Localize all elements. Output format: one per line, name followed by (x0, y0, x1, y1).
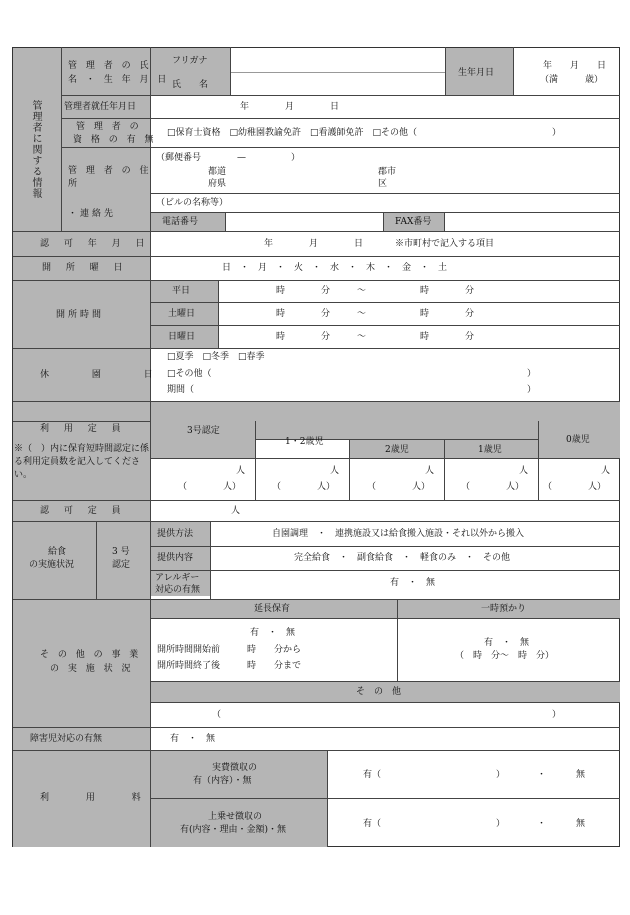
hours-value-sunday[interactable]: 時 分 ～ 時 分 (276, 332, 475, 342)
other-services-label-2: の 実 施 状 況 (50, 664, 134, 674)
line (13, 599, 620, 600)
line (150, 618, 620, 619)
fees-actual-1: 実費徴収の (212, 763, 258, 773)
capacity-short-age1[interactable]: （ 人） (461, 482, 525, 492)
line (61, 95, 620, 96)
dob-label: 生年月日 (458, 68, 495, 78)
capacity-unit-age1[interactable]: 人 (519, 466, 529, 476)
fees-actual-2: 有（内容）・無 (193, 776, 252, 786)
capacity-label: 利 用 定 員 (40, 424, 127, 434)
capacity-age1: 1歳児 (478, 445, 502, 455)
line (13, 348, 620, 349)
hours-day-saturday: 土曜日 (168, 309, 196, 319)
capacity-age0: 0歳児 (566, 435, 590, 445)
since-value[interactable]: 年 月 日 (240, 102, 340, 112)
fax-field[interactable] (447, 214, 617, 229)
line (225, 212, 226, 231)
address-label-1: 管 理 者 の 住 (68, 166, 152, 176)
city-1: 郡市 (378, 167, 397, 177)
fees-actual-close: ） (496, 770, 506, 780)
capacity-no3: 3号認定 (187, 426, 220, 436)
disability-value[interactable]: 有 ・ 無 (170, 734, 216, 744)
bottom-labels-bg (13, 727, 150, 847)
line (538, 421, 539, 500)
approval-note: ※市町村で記入する項目 (395, 239, 495, 249)
phone-label: 電話番号 (162, 217, 199, 227)
name-dob-label-1: 管 理 者 の 氏 (68, 61, 152, 71)
line (13, 231, 620, 232)
line (61, 47, 62, 231)
extended-care-label: 延長保育 (254, 604, 291, 614)
holiday-other[interactable]: □その他（ (167, 369, 212, 379)
dob-value[interactable]: 年 月 日 (543, 61, 607, 71)
line (150, 458, 620, 459)
pref-1: 都道 (208, 167, 227, 177)
holiday-seasons[interactable]: □夏季 □冬季 □春季 (167, 352, 265, 362)
line (150, 325, 620, 326)
name-dob-label-2: 名 ・ 生 年 月 日 (68, 75, 170, 85)
fees-actual-dot: ・ (537, 770, 547, 780)
furigana-label: フリガナ (172, 56, 208, 66)
line (327, 750, 328, 847)
others-open: （ (212, 710, 222, 720)
fax-label: FAX番号 (395, 217, 432, 227)
line (150, 570, 620, 571)
manager-section-label: 管理者に関する情報 (30, 100, 41, 199)
line (444, 439, 445, 500)
fees-extra-dot: ・ (537, 819, 547, 829)
holiday-period[interactable]: 期間（ (167, 385, 195, 395)
furigana-field[interactable] (231, 52, 443, 71)
line (150, 193, 620, 194)
fees-extra-close: ） (496, 819, 506, 829)
meals-content-value[interactable]: 完全給食 ・ 副食給食 ・ 軽食のみ ・ その他 (294, 553, 511, 563)
line (150, 702, 620, 703)
city-2: 区 (378, 179, 388, 189)
extended-after[interactable]: 開所時間終了後 時 分まで (157, 661, 302, 671)
meals-allergy-label-2: 対応の有無 (155, 585, 201, 595)
line (230, 72, 445, 73)
fees-label: 利 用 料 (40, 793, 158, 803)
line (444, 212, 445, 231)
meals-allergy-label-1: アレルギー (155, 573, 200, 583)
phone-field[interactable] (228, 214, 378, 229)
others-field[interactable] (222, 706, 547, 722)
name-label: 氏 名 (172, 80, 209, 90)
other-header-bg (150, 599, 620, 618)
building-name[interactable]: （ビルの名称等） (156, 198, 229, 208)
capacity-age2: 2歳児 (385, 445, 409, 455)
line (349, 439, 350, 500)
qual-label-1: 管 理 者 の (76, 122, 142, 132)
postal-code[interactable]: （郵便番号 — ） (156, 153, 301, 163)
disability-label: 障害児対応の有無 (30, 734, 103, 744)
capacity-short-age2[interactable]: （ 人） (367, 482, 431, 492)
line (13, 280, 620, 281)
line (13, 727, 620, 728)
line (150, 546, 620, 547)
line (150, 681, 620, 682)
capacity-short-age0[interactable]: （ 人） (543, 482, 607, 492)
line (13, 421, 150, 422)
temporary-time[interactable]: （ 時 分～ 時 分） (455, 651, 555, 661)
temporary-yesno[interactable]: 有 ・ 無 (484, 638, 530, 648)
capacity-top-bg (150, 401, 620, 421)
line (218, 280, 219, 348)
meals-no3-2: 認定 (112, 560, 131, 570)
meals-method-label: 提供方法 (157, 529, 194, 539)
line (61, 118, 620, 119)
open-days-label: 開 所 曜 日 (42, 263, 129, 273)
line (13, 256, 620, 257)
capacity-unit-age12[interactable]: 人 (330, 466, 340, 476)
line (150, 212, 620, 213)
line (255, 421, 256, 500)
fees-extra-no[interactable]: 無 (576, 819, 586, 829)
age-value[interactable]: （満 歳） (540, 75, 604, 85)
capacity-age12: 1・2歳児 (285, 437, 324, 447)
line (96, 521, 97, 599)
holidays-label: 休 園 日 (40, 370, 173, 380)
holiday-period-close: ） (527, 385, 537, 395)
line (150, 798, 620, 799)
since-label: 管理者就任年月日 (64, 102, 137, 112)
meals-label-2: の実施状況 (29, 560, 75, 570)
hours-day-weekday: 平日 (172, 286, 191, 296)
approved-capacity-label: 認 可 定 員 (40, 506, 127, 516)
others-label: そ の 他 (356, 687, 402, 697)
line (13, 750, 620, 751)
fees-actual-no[interactable]: 無 (576, 770, 586, 780)
meals-method-value[interactable]: 自園調理 ・ 連携施設又は給食搬入施設・それ以外から搬入 (272, 529, 525, 539)
meals-label-1: 給食 (48, 547, 67, 557)
fees-actual-yes[interactable]: 有（ (363, 770, 382, 780)
line (383, 212, 384, 231)
meals-allergy-value[interactable]: 有 ・ 無 (390, 578, 436, 588)
qual-label-2: 資 格 の 有 無 (73, 135, 157, 145)
capacity-short-age12[interactable]: （ 人） (272, 482, 336, 492)
meals-no3-1: 3 号 (112, 547, 130, 557)
name-field[interactable] (231, 74, 443, 93)
approval-label: 認 可 年 月 日 (40, 239, 151, 249)
capacity-unit-total[interactable]: 人 (236, 466, 246, 476)
fees-extra-2: 有(内容・理由・金額)・無 (180, 825, 287, 835)
line (13, 401, 620, 402)
fees-extra-yes[interactable]: 有（ (363, 819, 382, 829)
approval-value[interactable]: 年 月 日 (264, 239, 364, 249)
hours-value-weekday[interactable]: 時 分 ～ 時 分 (276, 286, 475, 296)
temporary-care-label: 一時預かり (481, 604, 527, 614)
capacity-note: ※（ ）内に保育短時間認定に係る利用定員数を記入してください。 (14, 444, 150, 480)
hours-label: 開所時間 (56, 310, 105, 320)
approved-capacity-value[interactable]: 人 (231, 506, 241, 516)
address-label-2: 所 (68, 179, 78, 189)
capacity-unit-age2[interactable]: 人 (425, 466, 435, 476)
qual-options[interactable]: □保育士資格 □幼稚園教諭免許 □看護師免許 □その他（ ） (167, 128, 562, 138)
holiday-other-close: ） (527, 369, 537, 379)
line (397, 599, 398, 681)
capacity-short-total[interactable]: （ 人） (178, 482, 242, 492)
hours-value-saturday[interactable]: 時 分 ～ 時 分 (276, 309, 475, 319)
contact-label: ・連絡先 (68, 209, 117, 219)
meals-content-label: 提供内容 (157, 553, 194, 563)
hours-day-sunday: 日曜日 (168, 332, 196, 342)
line (61, 147, 620, 148)
other-services-label-1: そ の 他 の 事 業 (40, 650, 142, 660)
extended-yesno[interactable]: 有 ・ 無 (250, 628, 296, 638)
line (13, 521, 620, 522)
others-close: ） (552, 710, 562, 720)
capacity-unit-age0[interactable]: 人 (601, 466, 611, 476)
fees-extra-1: 上乗せ徴収の (208, 812, 263, 822)
left-labels-bg (13, 231, 150, 599)
pref-2: 府県 (208, 179, 227, 189)
line (210, 521, 211, 599)
open-days-value[interactable]: 日 ・ 月 ・ 火 ・ 水 ・ 木 ・ 金 ・ 土 (222, 263, 448, 273)
extended-before[interactable]: 開所時間開始前 時 分から (157, 645, 302, 655)
line (445, 47, 446, 95)
line (513, 47, 514, 95)
line (150, 302, 620, 303)
line (13, 500, 620, 501)
